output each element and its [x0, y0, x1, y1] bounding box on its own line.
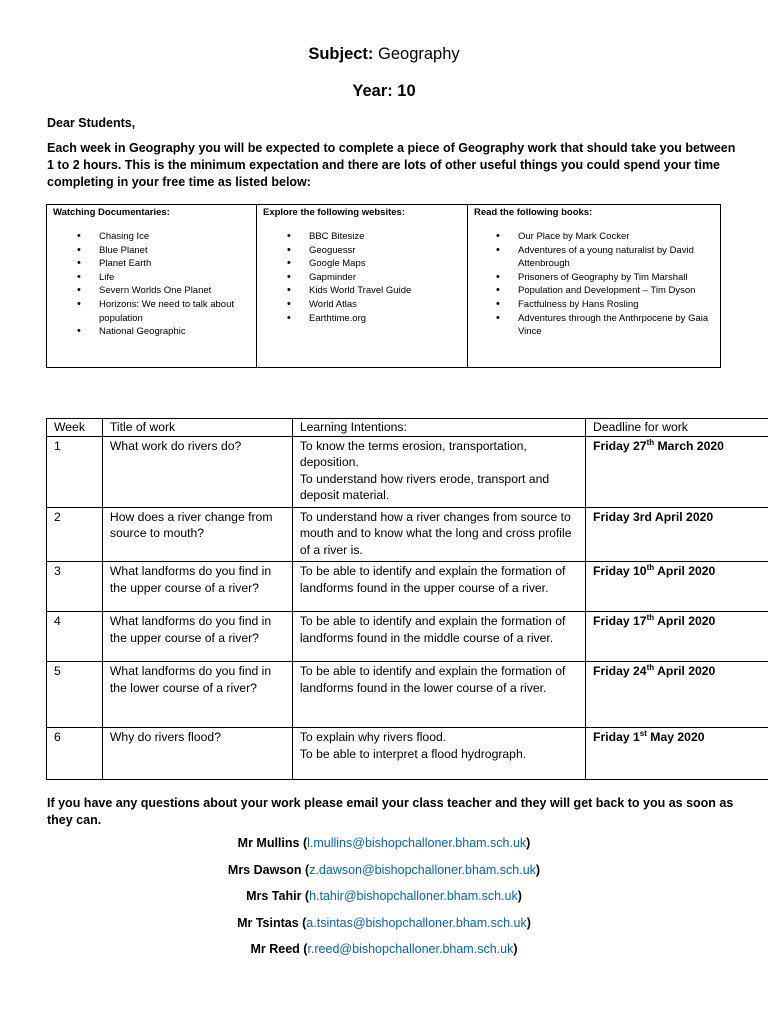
- table-row: [47, 662, 768, 728]
- learning-line: To be able to identify and explain the formation of landforms found in the upper course of a river.: [299, 564, 566, 595]
- deadline-cell: [586, 436, 768, 507]
- learning-line: To be able to interpret a flood hydrograph.: [299, 746, 527, 761]
- list-item: • Planet Earth: [53, 257, 250, 271]
- teacher-email-link[interactable]: l.mullins@bishopchalloner.bham.sch.uk: [307, 836, 527, 850]
- deadline-text: May 2020: [646, 730, 705, 744]
- learning-cell: [292, 728, 585, 780]
- books-column: [468, 205, 720, 367]
- deadline-text: March 2020: [654, 438, 724, 453]
- subject-heading: [0, 45, 768, 64]
- deadline-text: Friday 17: [593, 614, 647, 628]
- deadline-text: Friday 3rd April 2020: [593, 509, 714, 524]
- title-cell: What landforms do you find in the lower course of a river?: [102, 662, 292, 728]
- table-row: [47, 562, 768, 612]
- table-row: [47, 728, 768, 780]
- deadline-suffix: th: [646, 437, 655, 447]
- header-week: Week: [47, 419, 103, 437]
- websites-column: [257, 205, 468, 367]
- subject-label: Subject:: [308, 45, 374, 63]
- deadline-cell: [586, 507, 768, 562]
- list-item: • Prisoners of Geography by Tim Marshall: [474, 271, 714, 285]
- schedule-table: [46, 418, 768, 780]
- week-cell: 4: [47, 612, 103, 662]
- contact-note: [47, 795, 747, 829]
- deadline-text: April 2020: [654, 664, 716, 678]
- list-item: • Horizons: We need to talk about population: [53, 298, 250, 325]
- list-item: • Population and Development – Tim Dyson: [474, 284, 714, 298]
- teacher-email-link[interactable]: h.tahir@bishopchalloner.bham.sch.uk: [309, 889, 518, 904]
- teacher-contact-list: [0, 836, 768, 969]
- teacher-contact: Mr Mullins (l.mullins@bishopchalloner.bham.sch.uk): [237, 836, 531, 850]
- teacher-contact: Mr Tsintas (a.tsintas@bishopchalloner.bham.sch.uk): [237, 915, 531, 930]
- learning-cell: [292, 612, 585, 662]
- list-item: • BBC Bitesize: [263, 230, 461, 244]
- teacher-contact: Mr Reed (r.reed@bishopchalloner.bham.sch.uk): [250, 942, 518, 957]
- teacher-name: Mrs Tahir: [246, 889, 302, 904]
- teacher-name: Mr Mullins: [237, 836, 300, 850]
- table-row: [47, 612, 768, 662]
- subject-value: Geography: [378, 45, 460, 63]
- documentaries-column: [47, 205, 257, 367]
- title-cell: Why do rivers flood?: [102, 728, 292, 780]
- list-item: • Adventures through the Anthrpocene by Gaia Vince: [474, 312, 714, 339]
- intro-line: Each week in Geography you will be expected to complete a piece of Geography work that should take you between: [47, 141, 736, 155]
- title-cell: What work do rivers do?: [102, 436, 292, 507]
- list-item: • Life: [53, 271, 250, 285]
- teacher-email-link[interactable]: r.reed@bishopchalloner.bham.sch.uk: [307, 942, 514, 957]
- deadline-text: Friday 27: [593, 438, 647, 453]
- learning-line: To be able to identify and explain the formation of landforms found in the middle course of a river.: [299, 614, 566, 645]
- contact-note-line: they can.: [47, 813, 102, 827]
- deadline-text: April 2020: [654, 564, 716, 578]
- documentaries-heading: Watching Documentaries:: [53, 207, 170, 218]
- list-item: • National Geographic: [53, 325, 250, 339]
- intro-paragraph: [47, 140, 737, 191]
- list-item: • Factfulness by Hans Rosling: [474, 298, 714, 312]
- table-row: [47, 507, 768, 562]
- teacher-email-link[interactable]: a.tsintas@bishopchalloner.bham.sch.uk: [306, 915, 527, 930]
- week-cell: 3: [47, 562, 103, 612]
- deadline-text: Friday 1: [593, 730, 640, 744]
- deadline-cell: [586, 612, 768, 662]
- books-list: [474, 230, 714, 339]
- teacher-contact: Mrs Tahir (h.tahir@bishopchalloner.bham.sch.uk): [246, 889, 522, 904]
- websites-heading: Explore the following websites:: [263, 207, 405, 218]
- learning-line: To understand how a river changes from source to mouth and to know what the long and cross profile of a river is.: [299, 509, 572, 557]
- learning-cell: [292, 562, 585, 612]
- deadline-suffix: th: [646, 562, 655, 572]
- title-cell: How does a river change from source to mouth?: [102, 507, 292, 562]
- title-cell: What landforms do you find in the upper course of a river?: [102, 562, 292, 612]
- list-item: • Adventures of a young naturalist by David Attenbrough: [474, 244, 714, 271]
- resources-box: [46, 204, 721, 368]
- deadline-text: Friday 24: [593, 664, 647, 678]
- list-item: • Our Place by Mark Cocker: [474, 230, 714, 244]
- learning-line: To know the terms erosion, transportation, deposition.: [299, 438, 527, 469]
- list-item: • Google Maps: [263, 257, 461, 271]
- deadline-cell: [586, 662, 768, 728]
- deadline-suffix: th: [646, 662, 655, 672]
- teacher-name: Mrs Dawson: [227, 862, 302, 877]
- list-item: • Severn Worlds One Planet: [53, 284, 250, 298]
- list-item: • Kids World Travel Guide: [263, 284, 461, 298]
- year-heading: Year: 10: [352, 82, 416, 100]
- week-cell: 2: [47, 507, 103, 562]
- table-row: [47, 436, 768, 507]
- deadline-cell: [586, 728, 768, 780]
- deadline-suffix: th: [646, 612, 655, 622]
- websites-list: [263, 230, 461, 325]
- header-deadline: Deadline for work: [586, 419, 768, 437]
- learning-cell: [292, 507, 585, 562]
- deadline-text: Friday 10: [593, 564, 647, 578]
- greeting: Dear Students,: [47, 116, 136, 130]
- list-item: • Earthtime.org: [263, 312, 461, 326]
- week-cell: 5: [47, 662, 103, 728]
- list-item: • Chasing Ice: [53, 230, 250, 244]
- deadline-suffix: st: [639, 728, 647, 738]
- learning-line: To explain why rivers flood.: [299, 730, 447, 744]
- header-learning: Learning Intentions:: [292, 419, 585, 437]
- learning-line: To understand how rivers erode, transport and deposit material.: [299, 471, 550, 502]
- teacher-contact: Mrs Dawson (z.dawson@bishopchalloner.bham.sch.uk): [227, 862, 541, 877]
- header-title: Title of work: [102, 419, 292, 437]
- teacher-email-link[interactable]: z.dawson@bishopchalloner.bham.sch.uk: [309, 862, 536, 877]
- learning-line: To be able to identify and explain the formation of landforms found in the lower course of a river.: [299, 664, 566, 695]
- week-cell: 1: [47, 436, 103, 507]
- documentaries-list: [53, 230, 250, 339]
- teacher-name: Mr Reed: [250, 942, 300, 957]
- title-cell: What landforms do you find in the upper course of a river?: [102, 612, 292, 662]
- learning-cell: [292, 662, 585, 728]
- list-item: • Geoguessr: [263, 244, 461, 258]
- teacher-name: Mr Tsintas: [237, 915, 299, 930]
- list-item: • World Atlas: [263, 298, 461, 312]
- list-item: • Blue Planet: [53, 244, 250, 258]
- list-item: • Gapminder: [263, 271, 461, 285]
- table-header-row: [47, 419, 768, 437]
- intro-line: completing in your free time as listed below:: [47, 175, 311, 189]
- intro-line: 1 to 2 hours. This is the minimum expectation and there are lots of other useful things you could spend your time: [47, 158, 721, 172]
- deadline-text: April 2020: [654, 614, 716, 628]
- week-cell: 6: [47, 728, 103, 780]
- contact-note-line: If you have any questions about your work please email your class teacher and they will get back to you as soon as: [47, 796, 734, 810]
- learning-cell: [292, 436, 585, 507]
- deadline-cell: [586, 562, 768, 612]
- books-heading: Read the following books:: [474, 207, 593, 218]
